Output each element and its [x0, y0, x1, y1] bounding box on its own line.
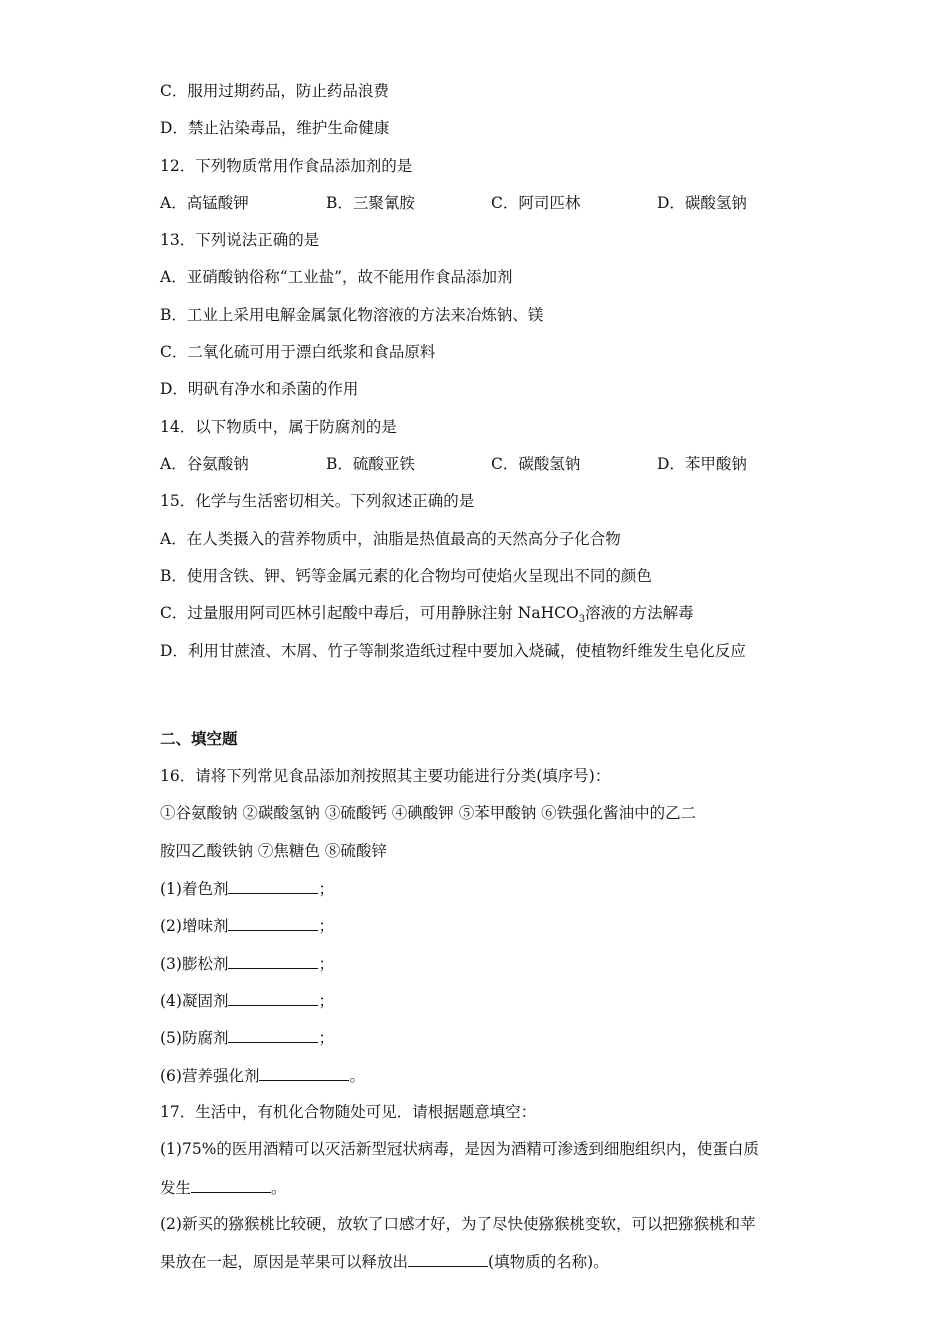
q17-part1-line2-text: 发生: [160, 1179, 192, 1197]
q15-option-c: [160, 603, 694, 626]
q13-option-a: A．亚硝酸钠俗称“工业盐”，故不能用作食品添加剂: [160, 268, 513, 286]
answer-blank-5[interactable]: [228, 1027, 318, 1043]
q13-option-d: D．明矾有净水和杀菌的作用: [160, 380, 359, 398]
q16-part5: [160, 1027, 334, 1048]
q13-stem: 13．下列说法正确的是: [160, 231, 320, 249]
q17-part2-line2: [160, 1251, 609, 1272]
q15-option-b: B．使用含铁、钾、钙等金属元素的化合物均可使焰火呈现出不同的颜色: [160, 567, 652, 585]
q12-option-b: B．三聚氰胺: [326, 194, 415, 212]
q16-part3: [160, 953, 334, 974]
q11-option-c: C．服用过期药品，防止药品浪费: [160, 82, 389, 100]
q15-option-c-pre: C．过量服用阿司匹林引起酸中毒后，可用静脉注射 NaHCO: [160, 604, 579, 622]
q15-option-c-sub: 3: [578, 614, 586, 626]
q16-part4: [160, 990, 334, 1011]
semicolon: ；: [318, 917, 334, 935]
q16-list-line1: ①谷氨酸钠 ②碳酸氢钠 ③硫酸钙 ④碘酸钾 ⑤苯甲酸钠 ⑥铁强化酱油中的乙二: [160, 804, 697, 822]
q16-stem: 16．请将下列常见食品添加剂按照其主要功能进行分类(填序号)：: [160, 767, 611, 785]
semicolon: ；: [318, 1029, 334, 1047]
semicolon: ；: [318, 955, 334, 973]
q14-option-a: A．谷氨酸钠: [160, 455, 249, 473]
q12-option-a: A．高锰酸钾: [160, 194, 249, 212]
q15-stem: 15．化学与生活密切相关。下列叙述正确的是: [160, 492, 475, 510]
q14-option-d: D．苯甲酸钠: [657, 455, 747, 473]
q14-stem: 14．以下物质中，属于防腐剂的是: [160, 418, 397, 436]
q17-part2-end: (填物质的名称)。: [488, 1253, 609, 1271]
answer-blank-1[interactable]: [228, 878, 318, 894]
q16-part5-label: (5)防腐剂: [160, 1029, 229, 1047]
q17-part2-line2-text: 果放在一起，原因是苹果可以释放出: [160, 1253, 409, 1271]
section-title: 二、填空题: [160, 729, 238, 748]
q12-option-c: C．阿司匹林: [491, 194, 581, 212]
period: 。: [271, 1179, 287, 1197]
q16-part6-label: (6)营养强化剂: [160, 1067, 260, 1085]
answer-blank-4[interactable]: [228, 990, 318, 1006]
q14-option-b: B．硫酸亚铁: [326, 455, 415, 473]
q14-option-c: C．碳酸氢钠: [491, 455, 581, 473]
semicolon: ；: [318, 992, 334, 1010]
q12-option-d: D．碳酸氢钠: [657, 194, 747, 212]
q12-stem: 12．下列物质常用作食品添加剂的是: [160, 157, 413, 175]
q16-part1-label: (1)着色剂: [160, 880, 229, 898]
q11-option-d: D．禁止沾染毒品，维护生命健康: [160, 119, 390, 137]
q16-part2: [160, 915, 334, 936]
q15-option-d: D．利用甘蔗渣、木屑、竹子等制浆造纸过程中要加入烧碱，使植物纤维发生皂化反应: [160, 642, 746, 660]
q17-part1-line1: (1)75%的医用酒精可以灭活新型冠状病毒，是因为酒精可渗透到细胞组织内，使蛋白质: [160, 1140, 759, 1158]
q13-option-c: C．二氧化硫可用于漂白纸浆和食品原料: [160, 343, 436, 361]
answer-blank-2[interactable]: [228, 915, 318, 931]
q17-part1-line2: [160, 1177, 287, 1198]
period: 。: [349, 1067, 365, 1085]
q16-part2-label: (2)增味剂: [160, 917, 229, 935]
q13-option-b: B．工业上采用电解金属氯化物溶液的方法来冶炼钠、镁: [160, 306, 544, 324]
q16-list-line2: 胺四乙酸铁钠 ⑦焦糖色 ⑧硫酸锌: [160, 842, 387, 860]
semicolon: ；: [318, 880, 334, 898]
answer-blank-6[interactable]: [259, 1065, 349, 1081]
q16-part3-label: (3)膨松剂: [160, 955, 229, 973]
q15-option-c-post: 溶液的方法解毒: [585, 604, 694, 622]
q16-part6: [160, 1065, 365, 1086]
answer-blank-7[interactable]: [191, 1177, 271, 1193]
q16-part1: [160, 878, 334, 899]
answer-blank-8[interactable]: [408, 1251, 488, 1267]
q17-part2-line1: (2)新买的猕猴桃比较硬，放软了口感才好，为了尽快使猕猴桃变软，可以把猕猴桃和苹: [160, 1215, 756, 1233]
q16-part4-label: (4)凝固剂: [160, 992, 229, 1010]
answer-blank-3[interactable]: [228, 953, 318, 969]
q15-option-a: A．在人类摄入的营养物质中，油脂是热值最高的天然高分子化合物: [160, 530, 621, 548]
q17-stem: 17．生活中，有机化合物随处可见．请根据题意填空：: [160, 1103, 537, 1121]
